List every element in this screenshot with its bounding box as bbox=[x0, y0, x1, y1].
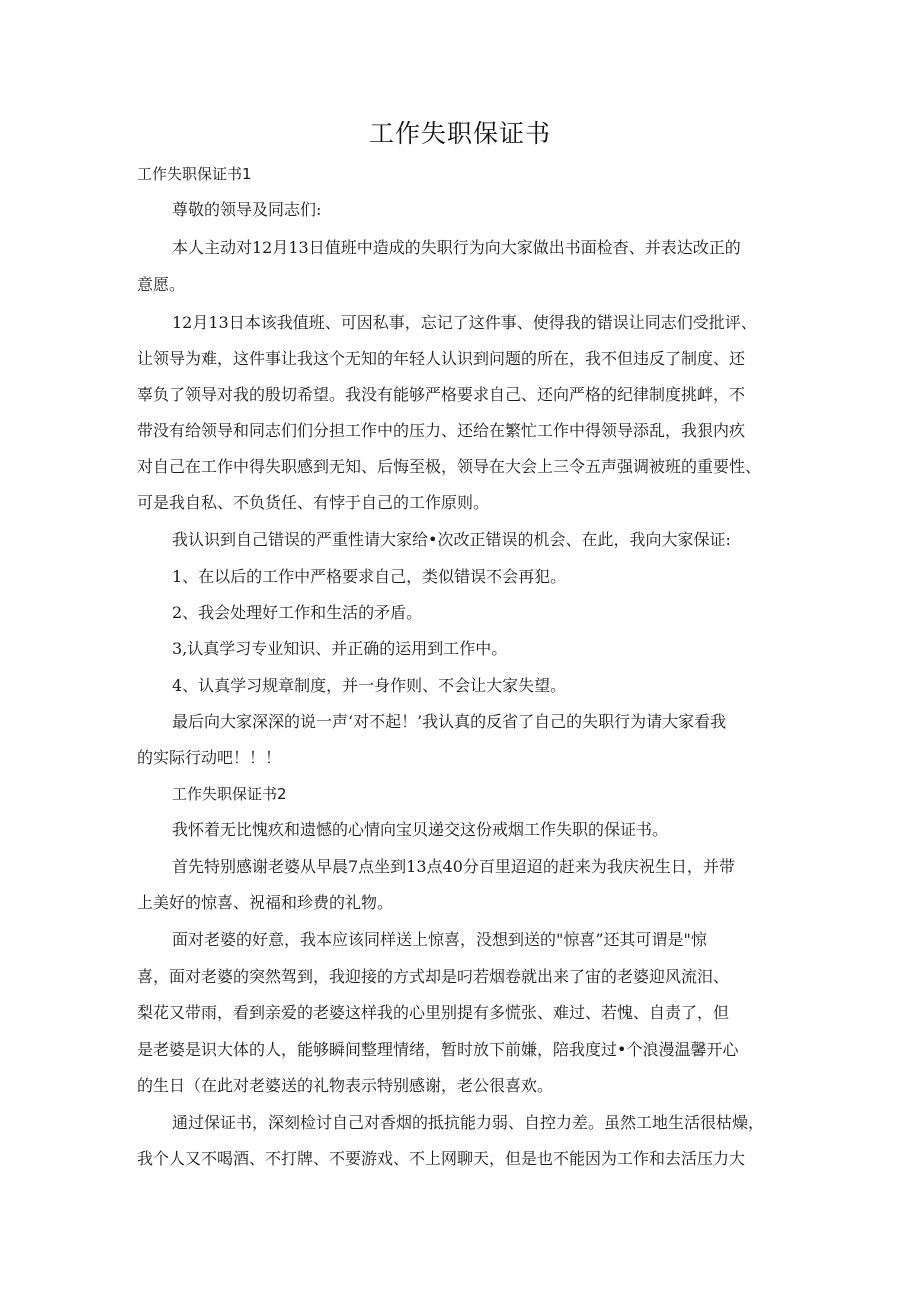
paragraph-line: 12月13日本该我值班、可因私事，忘记了这件事、使得我的错误让同志们受批评、 bbox=[172, 313, 757, 332]
paragraph-line: 辜负了领导对我的殷切希望。我没有能够严格要求自己、还向严格的纪律制度挑衅，不 bbox=[137, 385, 746, 404]
paragraph-line: 让领导为难，这件事让我这个无知的年轻人认识到问题的所在，我不但违反了制度、还 bbox=[137, 349, 746, 368]
paragraph-line: 对自己在工作中得失职感到无知、后悔至极，领导在大会上三令五声强调被班的重要性、 bbox=[137, 457, 762, 476]
list-item: 3,认真学习专业知识、并正确的运用到工作中。 bbox=[172, 639, 508, 658]
section-heading-1: 工作失职保证书1 bbox=[137, 165, 252, 183]
paragraph-line: 带没有给领导和同志们们分担工作中的压力、还给在繁忙工作中得领导添乱，我狠内疚 bbox=[137, 421, 746, 440]
paragraph-line: 的实际行动吧！！！ bbox=[137, 748, 282, 767]
paragraph-line: 意愿。 bbox=[137, 275, 186, 294]
paragraph-line: 首先特别感谢老婆从早晨7点坐到13点40分百里迢迢的赶来为我庆祝生日，并带 bbox=[172, 857, 735, 876]
greeting: 尊敬的领导及同志们: bbox=[172, 200, 322, 219]
paragraph-line: 面对老婆的好意，我本应该同样送上惊喜，没想到送的"惊喜”还其可谓是"惊 bbox=[172, 930, 707, 949]
paragraph-line: 喜，面对老婆的突然驾到，我迎接的方式却是叼若烟卷就出来了宙的老婆迎风流汨、 bbox=[137, 967, 730, 986]
paragraph-line: 的生日（在此对老婆送的礼物表示特别感谢，老公很喜欢。 bbox=[137, 1076, 554, 1095]
paragraph-line: 梨花又带雨，看到亲爱的老婆这样我的心里别提有多慌张、难过、若愧、自责了，但 bbox=[137, 1003, 730, 1022]
list-item: 4、认真学习规章制度，并一身作则、不会让大家失望。 bbox=[172, 676, 567, 695]
paragraph-line: 可是我自私、不负货任、有悖于自己的工作原则。 bbox=[137, 493, 490, 512]
paragraph-line: 是老婆是识大体的人，能够瞬间整理情绪，暂时放下前嫌，陪我度过•个浪漫温馨开心 bbox=[137, 1040, 739, 1059]
paragraph-line: 我认识到自己错误的严重性请大家给•次改正错误的机会、在此，我向大家保证: bbox=[172, 530, 731, 549]
paragraph-line: 我个人又不喝酒、不打牌、不要游戏、不上网聊天，但是也不能因为工作和去活压力大 bbox=[137, 1149, 746, 1168]
paragraph-line: 最后向大家深深的说一声‘对不起！’我认真的反省了自己的失职行为请大家看我 bbox=[172, 712, 727, 731]
paragraph-line: 本人主动对12月13日值班中造成的失职行为向大家做出书面检杳、并表达改正的 bbox=[172, 238, 741, 257]
paragraph-line: 上美好的惊喜、祝福和珍费的礼物。 bbox=[137, 893, 394, 912]
paragraph-line: 通过保证书，深刻检讨自己对香烟的抵抗能力弱、自控力差。虽然工地生活很枯燥， bbox=[172, 1113, 765, 1132]
list-item: 1、在以后的工作中严格要求自己，类似错误不会再犯。 bbox=[172, 567, 567, 586]
page-title: 工作失职保证书 bbox=[368, 119, 551, 148]
section-heading-2: 工作失职保证书2 bbox=[172, 785, 287, 803]
paragraph-line: 我怀着无比愧疚和遗憾的心情向宝贝递交这份戒烟工作失职的保证书。 bbox=[172, 820, 669, 839]
list-item: 2、我会处理好工作和生活的矛盾。 bbox=[172, 603, 423, 622]
